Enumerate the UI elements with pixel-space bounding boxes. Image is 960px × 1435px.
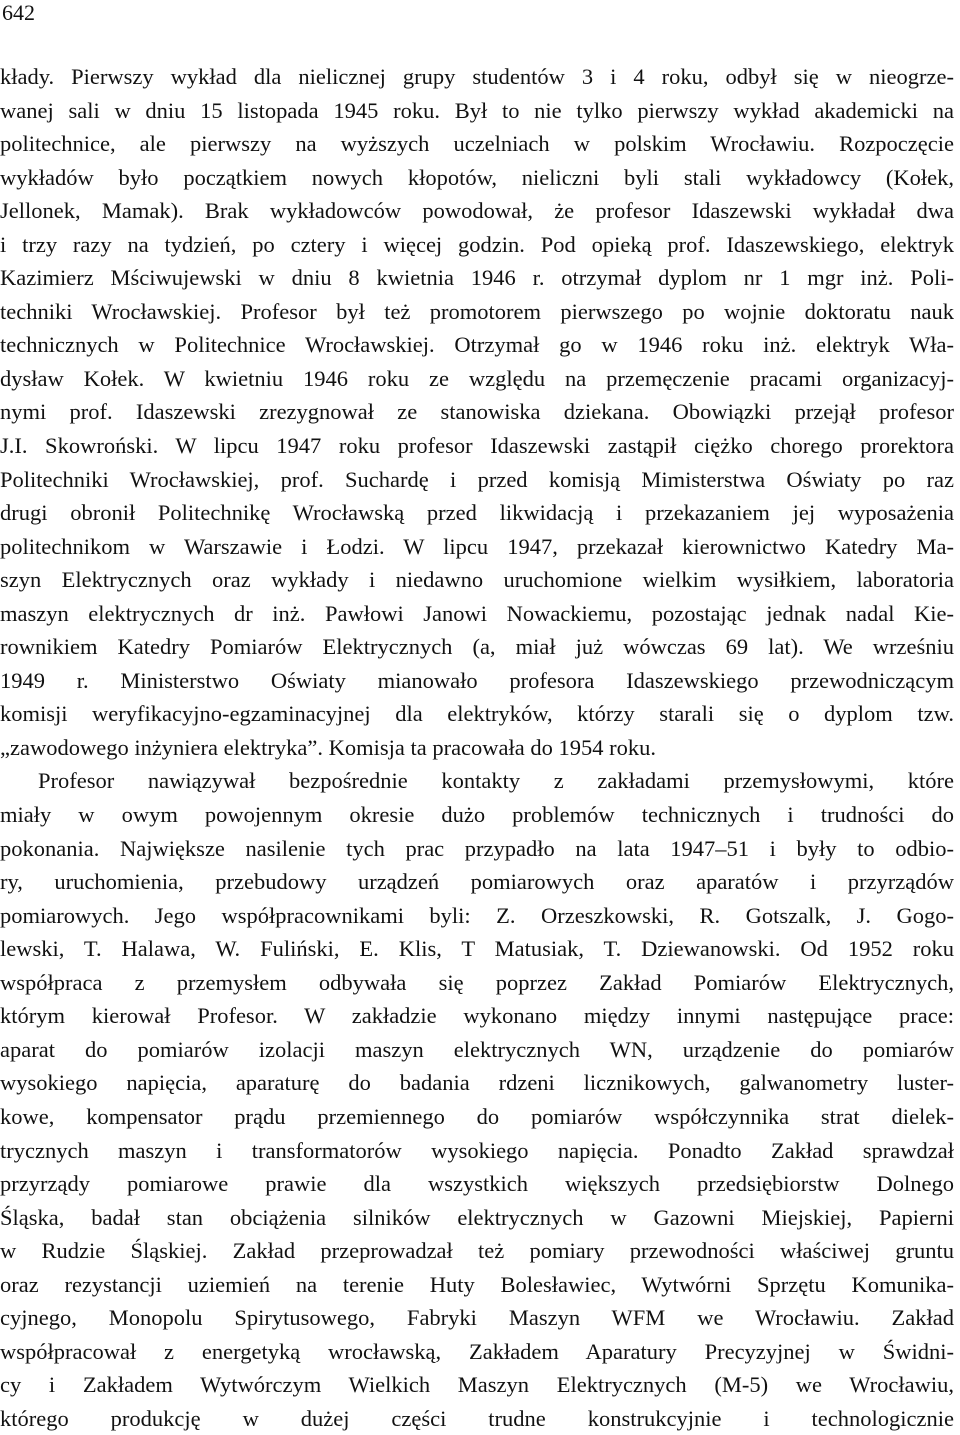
text-line: cy i Zakładem Wytwórczym Wielkich Maszyn Elektrycznych (M-5) we Wrocławiu,: [0, 1372, 954, 1398]
text-line: którego produkcję w dużej części trudne konstrukcyjnie i technologicznie: [0, 1405, 954, 1431]
text-line: współpracował z energetyką wrocławską, Zakładem Aparatury Precyzyjnej w Świdni-: [0, 1338, 954, 1364]
body-text: [0, 60, 954, 1435]
text-line: Kazimierz Mściwujewski w dniu 8 kwietnia 1946 r. otrzymał dyplom nr 1 mgr inż. Poli-: [0, 265, 954, 291]
text-line: oraz rezystancji uziemień na terenie Huty Bolesławiec, Wytwórni Sprzętu Komunika-: [0, 1271, 954, 1297]
text-line: Jellonek, Mamak). Brak wykładowców powodował, że profesor Idaszewski wykładał dwa: [0, 198, 954, 224]
text-line: pokonania. Największe nasilenie tych prac przypadło na lata 1947–51 i były to odbio-: [0, 835, 954, 861]
text-line: „zawodowego inżyniera elektryka”. Komisja ta pracowała do 1954 roku.: [0, 734, 657, 760]
text-line: J.I. Skowroński. W lipcu 1947 roku profesor Idaszewski zastąpił ciężko chorego prorektora: [0, 433, 954, 459]
text-line: rownikiem Katedry Pomiarów Elektrycznych (a, miał już wówczas 69 lat). We wrześniu: [0, 634, 954, 660]
text-line: i trzy razy na tydzień, po cztery i więcej godzin. Pod opieką prof. Idaszewskiego, elektryk: [0, 231, 954, 257]
text-line: w Rudzie Śląskiej. Zakład przeprowadzał też pomiary przewodności właściwej gruntu: [0, 1238, 954, 1264]
paragraph: [0, 60, 954, 764]
text-line: wanej sali w dniu 15 listopada 1945 roku. Był to nie tylko pierwszy wykład akademicki na: [0, 97, 954, 123]
text-line: pomiarowych. Jego współpracownikami byli: Z. Orzeszkowski, R. Gotszalk, J. Gogo-: [0, 902, 954, 928]
text-line: kowe, kompensator prądu przemiennego do pomiarów współczynnika strat dielek-: [0, 1103, 954, 1129]
text-line: 1949 r. Ministerstwo Oświaty mianowało profesora Idaszewskiego przewodniczącym: [0, 667, 954, 693]
text-line: lewski, T. Halawa, W. Fuliński, E. Klis, T Matusiak, T. Dziewanowski. Od 1952 roku: [0, 936, 954, 962]
text-line: szyn Elektrycznych oraz wykłady i niedawno uruchomione wielkim wysiłkiem, laboratoria: [0, 567, 954, 593]
page-number: 642: [2, 0, 35, 25]
text-line: aparat do pomiarów izolacji maszyn elektrycznych WN, urządzenie do pomiarów: [0, 1036, 954, 1062]
text-line: Politechniki Wrocławskiej, prof. Suchardę i przed komisją Mimisterstwa Oświaty po raz: [0, 466, 954, 492]
text-line: którym kierował Profesor. W zakładzie wykonano między innymi następujące prace:: [0, 1003, 954, 1029]
text-line: miały w owym powojennym okresie dużo problemów technicznych i trudności do: [0, 802, 954, 828]
text-line: trycznych maszyn i transformatorów wysokiego napięcia. Ponadto Zakład sprawdzał: [0, 1137, 954, 1163]
text-line: przyrządy pomiarowe prawie dla wszystkich większych przedsiębiorstw Dolnego: [0, 1171, 954, 1197]
text-line: maszyn elektrycznych dr inż. Pawłowi Janowi Nowackiemu, pozostając jednak nadal Kie-: [0, 600, 954, 626]
text-line: politechnikom w Warszawie i Łodzi. W lipcu 1947, przekazał kierownictwo Katedry Ma-: [0, 533, 954, 559]
text-line: Śląska, badał stan obciążenia silników elektrycznych w Gazowni Miejskiej, Papierni: [0, 1204, 954, 1230]
text-line: Profesor nawiązywał bezpośrednie kontakty z zakładami przemysłowymi, które: [38, 768, 954, 794]
text-line: drugi obronił Politechnikę Wrocławską przed likwidacją i przekazaniem jej wyposażenia: [0, 500, 954, 526]
text-line: dysław Kołek. W kwietniu 1946 roku ze względu na przemęczenie pracami organizacyj-: [0, 365, 954, 391]
text-line: kłady. Pierwszy wykład dla nielicznej grupy studentów 3 i 4 roku, odbył się w nieogrze-: [0, 64, 954, 89]
text-line: wysokiego napięcia, aparaturę do badania rdzeni licznikowych, galwanometry luster-: [0, 1070, 954, 1096]
text-line: cyjnego, Monopolu Spirytusowego, Fabryki Maszyn WFM we Wrocławiu. Zakład: [0, 1305, 954, 1331]
text-line: politechnice, ale pierwszy na wyższych uczelniach w polskim Wrocławiu. Rozpoczęcie: [0, 131, 954, 157]
text-line: nymi prof. Idaszewski zrezygnował ze stanowiska dziekana. Obowiązki przejął profesor: [0, 399, 954, 425]
text-line: współpraca z przemysłem odbywała się poprzez Zakład Pomiarów Elektrycznych,: [0, 969, 954, 995]
text-line: komisji weryfikacyjno-egzaminacyjnej dla elektryków, którzy starali się o dyplom tzw.: [0, 701, 954, 727]
text-line: wykładów było początkiem nowych kłopotów, nieliczni byli stali wykładowcy (Kołek,: [0, 164, 954, 190]
text-line: ry, uruchomienia, przebudowy urządzeń pomiarowych oraz aparatów i przyrządów: [0, 869, 954, 895]
text-line: techniki Wrocławskiej. Profesor był też promotorem pierwszego po wojnie doktoratu nauk: [0, 298, 954, 324]
paragraph: [0, 764, 954, 1435]
text-line: technicznych w Politechnice Wrocławskiej. Otrzymał go w 1946 roku inż. elektryk Wła-: [0, 332, 954, 358]
